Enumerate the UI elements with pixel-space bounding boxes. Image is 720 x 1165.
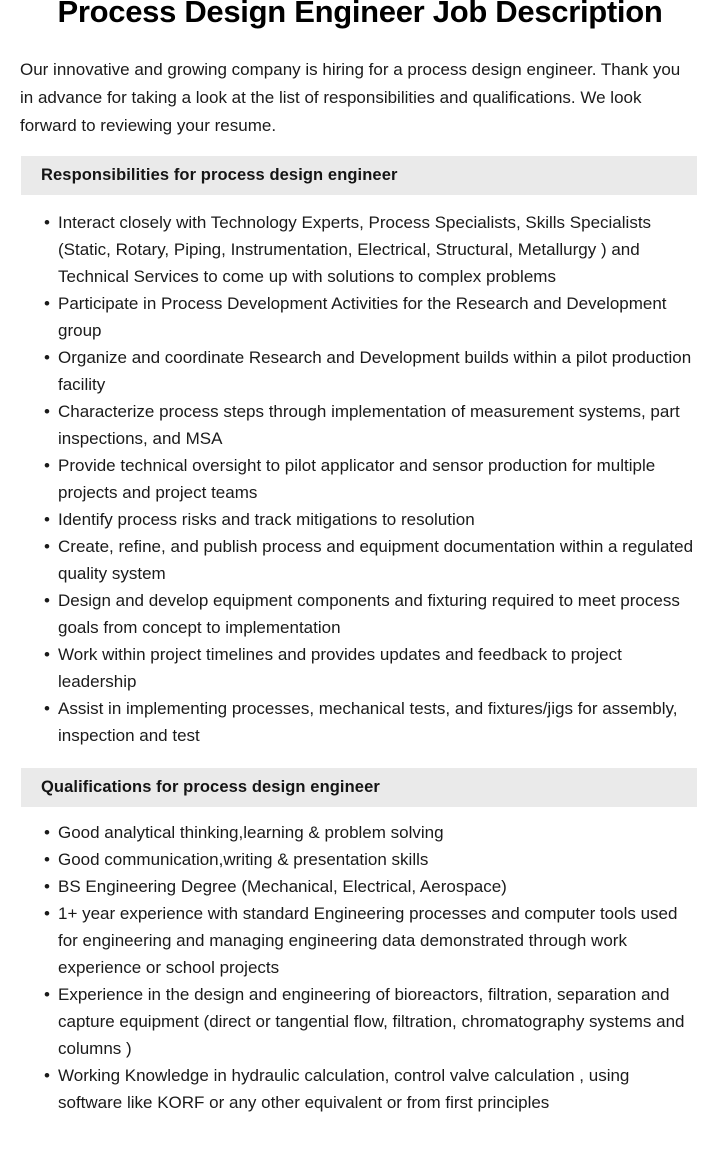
list-item: • 1+ year experience with standard Engineering processes and computer tools used for engineering and managing engineering data demonstrated through work experience or school projects xyxy=(0,900,720,981)
section-header-qualifications xyxy=(21,768,697,807)
list-item: • Characterize process steps through implementation of measurement systems, part inspections, and MSA xyxy=(0,398,720,452)
list-item: • BS Engineering Degree (Mechanical, Electrical, Aerospace) xyxy=(0,873,720,900)
list-item: • Interact closely with Technology Experts, Process Specialists, Skills Specialists (Static, Rotary, Piping, Instrumentation, Electrical, Structural, Metallurgy ) and Technical Services to come up with solutions to complex problems xyxy=(0,209,720,290)
list-item: • Good analytical thinking,learning & problem solving xyxy=(0,819,720,846)
qualifications-list xyxy=(0,807,720,1116)
list-item: • Work within project timelines and provides updates and feedback to project leadership xyxy=(0,641,720,695)
list-item: • Working Knowledge in hydraulic calculation, control valve calculation , using software like KORF or any other equivalent or from first principles xyxy=(0,1062,720,1116)
section-heading-label: Qualifications for process design engineer xyxy=(41,778,380,796)
list-item: • Organize and coordinate Research and Development builds within a pilot production facility xyxy=(0,344,720,398)
list-item: • Good communication,writing & presentation skills xyxy=(0,846,720,873)
list-item: • Create, refine, and publish process and equipment documentation within a regulated quality system xyxy=(0,533,720,587)
list-item: • Design and develop equipment components and fixturing required to meet process goals from concept to implementation xyxy=(0,587,720,641)
list-item: • Provide technical oversight to pilot applicator and sensor production for multiple projects and project teams xyxy=(0,452,720,506)
page-title: Process Design Engineer Job Description xyxy=(57,0,663,29)
responsibilities-list xyxy=(0,195,720,749)
list-item: • Experience in the design and engineering of bioreactors, filtration, separation and capture equipment (direct or tangential flow, filtration, chromatography systems and columns ) xyxy=(0,981,720,1062)
list-item: • Assist in implementing processes, mechanical tests, and fixtures/jigs for assembly, inspection and test xyxy=(0,695,720,749)
section-header-responsibilities xyxy=(21,156,697,195)
list-item: • Participate in Process Development Activities for the Research and Development group xyxy=(0,290,720,344)
intro-paragraph: Our innovative and growing company is hiring for a process design engineer. Thank you in advance for taking a look at the list of responsibilities and qualifications. We look forward to reviewing your resume. xyxy=(20,60,681,135)
list-item: • Identify process risks and track mitigations to resolution xyxy=(0,506,720,533)
section-responsibilities xyxy=(0,156,720,749)
section-heading-label: Responsibilities for process design engineer xyxy=(41,166,398,184)
section-qualifications xyxy=(0,768,720,1116)
